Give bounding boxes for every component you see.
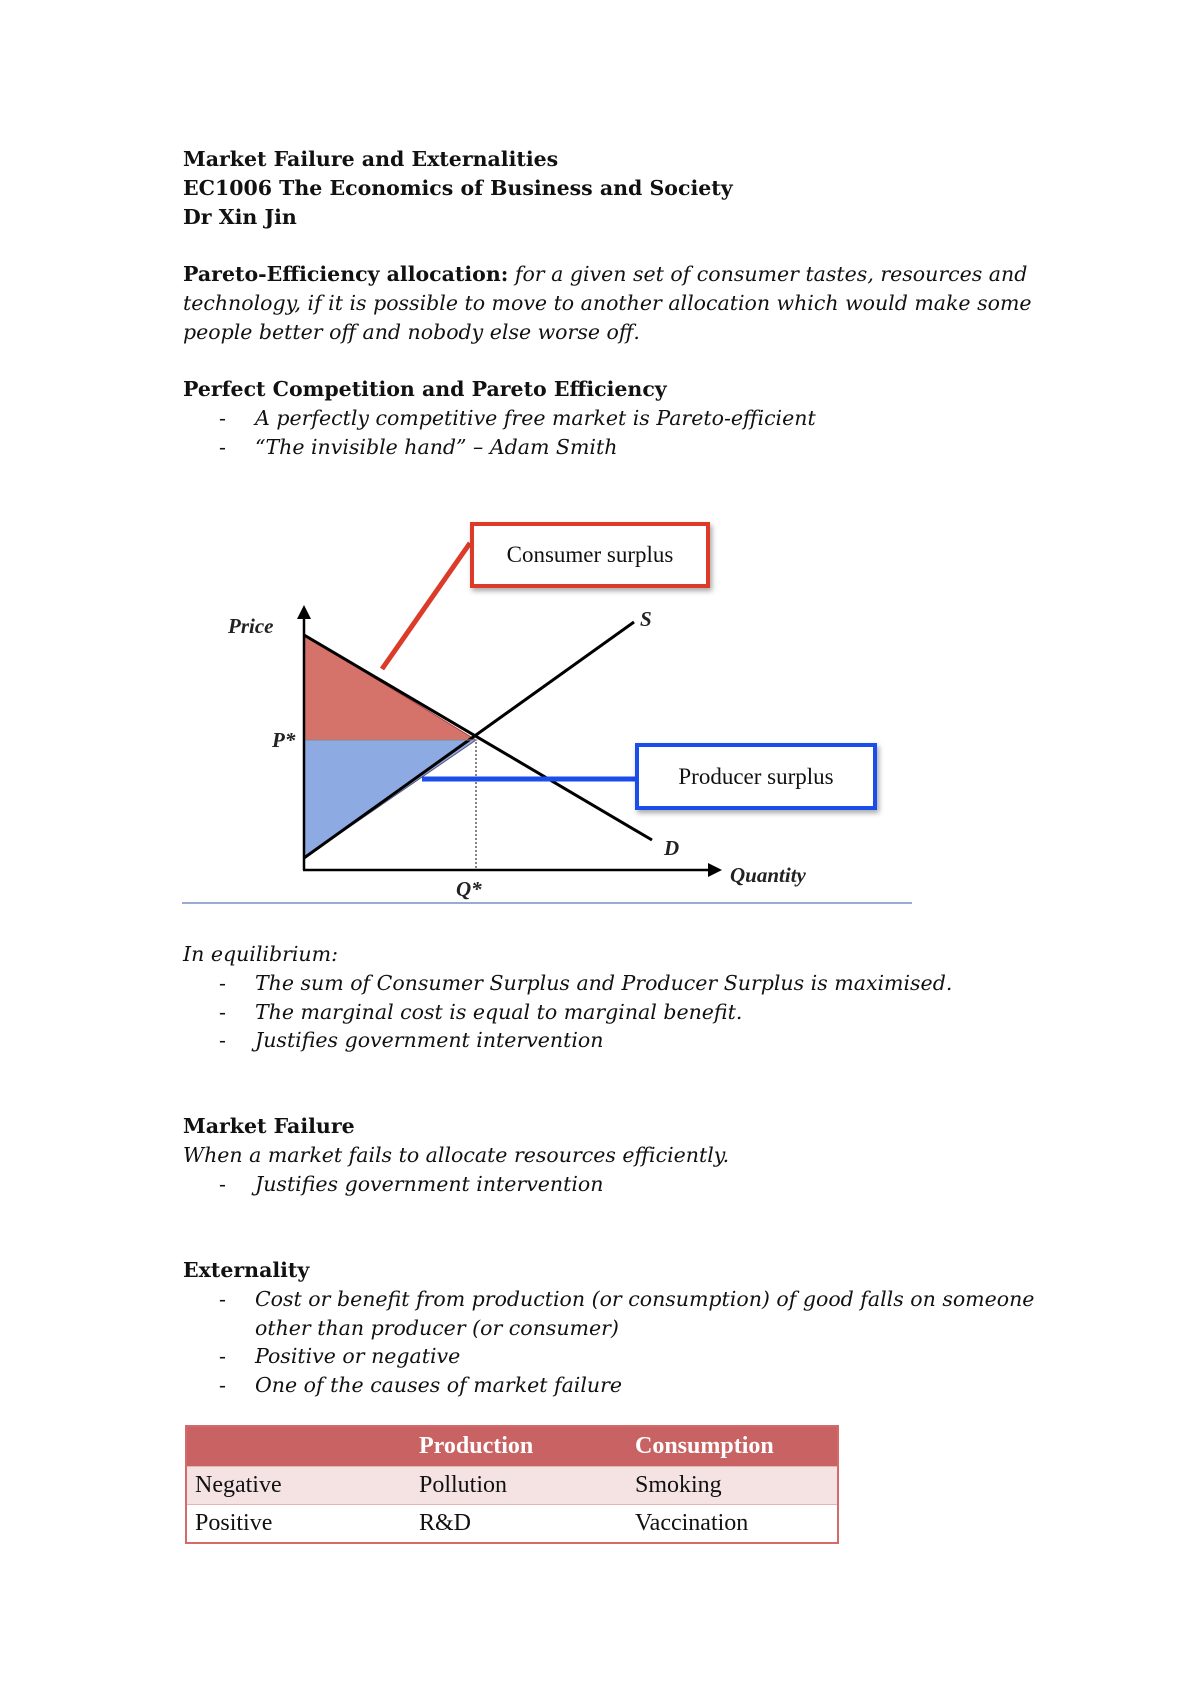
table-cell: Vaccination <box>627 1505 838 1544</box>
course-name: EC1006 The Economics of Business and Society <box>183 175 733 200</box>
pareto-term: Pareto-Efficiency allocation: <box>183 262 509 286</box>
table-row <box>186 1467 838 1505</box>
quantity-axis-label: Quantity <box>730 863 806 887</box>
table-header-row <box>186 1426 838 1467</box>
supply-label: S <box>640 607 652 631</box>
externality-table <box>185 1425 839 1544</box>
section-heading: Externality <box>183 1258 310 1282</box>
equilibrium-section <box>183 940 1043 1055</box>
market-failure-section <box>183 1112 1043 1198</box>
price-axis-label: Price <box>228 614 274 638</box>
table-cell: Smoking <box>627 1467 838 1505</box>
table-header-cell: Production <box>411 1426 627 1467</box>
bullet-item: - The sum of Consumer Surplus and Producer Surplus is maximised. <box>183 969 1043 998</box>
bullet-item: - A perfectly competitive free market is Pareto-efficient <box>183 404 1043 433</box>
table-header-cell <box>186 1426 411 1467</box>
equilibrium-intro: In equilibrium: <box>183 942 338 966</box>
table-row <box>186 1505 838 1544</box>
table-cell: Negative <box>186 1467 411 1505</box>
perfect-competition-section <box>183 375 1043 461</box>
bullet-item: - Positive or negative <box>183 1342 1043 1371</box>
bullet-item: - Justifies government intervention <box>183 1026 1043 1055</box>
demand-label: D <box>664 836 680 860</box>
producer-surplus-box: Producer surplus <box>635 743 877 810</box>
bullet-item: - Cost or benefit from production (or consumption) of good falls on someone other than producer (or consumer) <box>183 1285 1043 1343</box>
pareto-definition <box>183 260 1043 346</box>
table-cell: R&D <box>411 1505 627 1544</box>
section-heading: Perfect Competition and Pareto Efficiency <box>183 377 667 401</box>
table-cell: Pollution <box>411 1467 627 1505</box>
y-axis-arrow <box>297 605 311 619</box>
externality-section <box>183 1256 1043 1400</box>
bullet-item: - The marginal cost is equal to marginal benefit. <box>183 998 1043 1027</box>
document-header <box>183 145 1043 231</box>
consumer-surplus-box: Consumer surplus <box>470 522 710 588</box>
x-axis-arrow <box>708 863 722 877</box>
equilibrium-quantity-label: Q* <box>456 877 482 901</box>
equilibrium-price-label: P* <box>272 728 296 752</box>
bullet-item: - Justifies government intervention <box>183 1170 1043 1199</box>
table-header-cell: Consumption <box>627 1426 838 1467</box>
consumer-surplus-pointer <box>382 543 470 669</box>
author-name: Dr Xin Jin <box>183 204 297 229</box>
table-cell: Positive <box>186 1505 411 1544</box>
section-heading: Market Failure <box>183 1114 355 1138</box>
bullet-item: - “The invisible hand” – Adam Smith <box>183 433 1043 462</box>
market-failure-definition: When a market fails to allocate resources efficiently. <box>183 1142 730 1167</box>
document-title: Market Failure and Externalities <box>183 147 559 171</box>
bullet-item: - One of the causes of market failure <box>183 1371 1043 1400</box>
pareto-text: for a given set of consumer tastes, resources and technology, if it is possible to move to another allocation which would make some people better off and nobody else worse off. <box>183 262 1032 344</box>
